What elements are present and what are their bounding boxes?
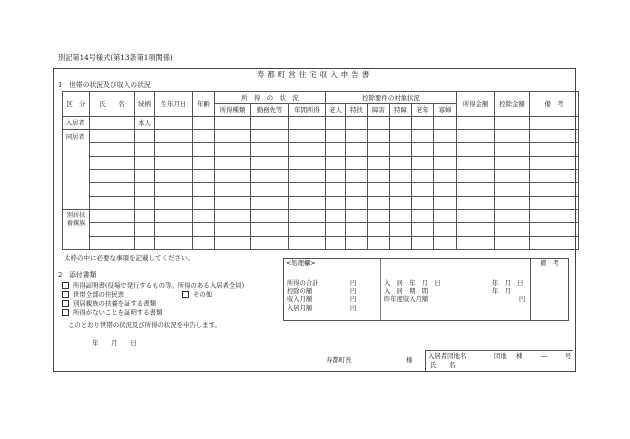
header-workplace: 勤務先等 bbox=[251, 104, 289, 116]
checkbox[interactable] bbox=[62, 309, 69, 316]
table-row bbox=[63, 183, 579, 196]
proc-period-value: 年 月 bbox=[492, 288, 511, 295]
header-senior: 老年 bbox=[412, 104, 434, 116]
doc-label: その他 bbox=[193, 290, 213, 299]
instruction-note: 太枠の中に必要な事項を記載してください。 bbox=[64, 254, 194, 262]
doc-item-resident-record bbox=[62, 291, 124, 298]
proc-yen: 円 bbox=[350, 280, 357, 287]
proc-deduction: 控除の額 bbox=[287, 288, 313, 295]
table-row bbox=[63, 196, 579, 209]
processing-remarks-box bbox=[531, 258, 569, 321]
proc-yen2: 円 bbox=[519, 296, 526, 303]
header-age: 年齢 bbox=[193, 92, 215, 117]
header-birthdate: 生年月日 bbox=[155, 92, 193, 117]
form-title: 寿都町営住宅収入申告書 bbox=[256, 70, 373, 79]
declaration: このとおり世帯の状況及び所得の状況を申告します。 bbox=[68, 321, 221, 329]
header-income-group: 所 得 の 状 況 bbox=[215, 92, 326, 104]
header-special-dependent: 特扶 bbox=[346, 104, 368, 116]
household-income-table bbox=[62, 91, 579, 250]
doc-label: 別居親族の扶養を証する書類 bbox=[73, 299, 157, 308]
proc-move-in: 入 居 年 月 日 bbox=[384, 280, 441, 287]
table-row bbox=[63, 209, 579, 222]
header-name: 氏 名 bbox=[90, 92, 135, 117]
header-relation: 続柄 bbox=[135, 92, 155, 117]
table-row bbox=[63, 223, 579, 236]
doc-item-other bbox=[182, 291, 212, 298]
doc-item-no-income-proof bbox=[62, 309, 162, 316]
table-row bbox=[63, 129, 579, 142]
doc-item-dependent-proof bbox=[62, 300, 156, 307]
header-special-disabled: 特障 bbox=[390, 104, 412, 116]
header-elderly: 老人 bbox=[326, 104, 346, 116]
proc-income-month: 収入月額 bbox=[287, 296, 313, 303]
header-kubun: 区 分 bbox=[63, 92, 90, 117]
proc-occupancy-month: 入居月額 bbox=[287, 305, 313, 312]
header-widow: 寡婦 bbox=[434, 104, 457, 116]
applicant-name-label: 氏 名 bbox=[430, 361, 456, 369]
table-row bbox=[63, 143, 579, 156]
applicant-dash: ― bbox=[541, 352, 548, 360]
section1-heading: 1 世帯の状況及び収入の状況 bbox=[58, 81, 151, 89]
header-annual-income: 年間所得 bbox=[289, 104, 326, 116]
proc-yen: 円 bbox=[350, 305, 357, 312]
section2-heading: 2 添付書類 bbox=[58, 271, 97, 279]
processing-header: <処理欄> bbox=[286, 260, 316, 267]
proc-move-in-date: 年 月 日 bbox=[492, 280, 524, 287]
proc-total-income: 所得の合計 bbox=[287, 280, 319, 287]
table-row bbox=[63, 156, 579, 169]
header-income-amount: 所得金額 bbox=[457, 92, 495, 117]
processing-divider bbox=[380, 259, 381, 320]
proc-last-year-income: 昨年度収入月額 bbox=[384, 296, 429, 303]
checkbox[interactable] bbox=[62, 282, 69, 289]
doc-item-income-cert bbox=[62, 282, 244, 289]
applicant-building: 棟 bbox=[516, 352, 523, 360]
proc-occupancy-period: 入 居 期 間 bbox=[384, 288, 429, 295]
checkbox[interactable] bbox=[62, 300, 69, 307]
doc-label: 世帯全部の住民票 bbox=[73, 290, 125, 299]
table-row bbox=[63, 116, 579, 129]
addressee: 寿都町長 bbox=[326, 356, 352, 364]
header-disabled: 障害 bbox=[368, 104, 390, 116]
form-caption: 別記第14号様式(第13条第1項関係) bbox=[58, 53, 173, 62]
self-relation: 本人 bbox=[135, 116, 155, 129]
row-label-resident: 入居者 bbox=[63, 116, 90, 129]
checkbox[interactable] bbox=[62, 291, 69, 298]
table-row bbox=[63, 236, 579, 249]
header-income-type: 所得種類 bbox=[215, 104, 251, 116]
doc-label: 所得がないことを証明する書類 bbox=[73, 308, 163, 317]
proc-yen: 円 bbox=[350, 296, 357, 303]
applicant-danchi-label: 入居者団地名 bbox=[428, 352, 467, 360]
header-deduction-group: 控除要件の対象状況 bbox=[326, 92, 457, 104]
sama: 様 bbox=[406, 356, 413, 364]
checkbox[interactable] bbox=[182, 291, 189, 298]
header-remarks: 備 考 bbox=[530, 92, 579, 117]
header-deduction-amount: 控除金額 bbox=[495, 92, 530, 117]
proc-yen: 円 bbox=[350, 288, 357, 295]
doc-label: 所得証明書(役場で発行するもの等。所得のある入居者全員) bbox=[73, 281, 245, 290]
applicant-danchi: 団地 bbox=[494, 352, 507, 360]
row-label-separate-dependent: 別居扶養親族 bbox=[63, 209, 90, 249]
date-line: 年 月 日 bbox=[92, 339, 137, 347]
table-row bbox=[63, 169, 579, 182]
row-label-cohabitant: 同居者 bbox=[63, 129, 90, 142]
applicant-number: 号 bbox=[565, 352, 572, 360]
processing-remarks: 備 考 bbox=[540, 260, 559, 267]
